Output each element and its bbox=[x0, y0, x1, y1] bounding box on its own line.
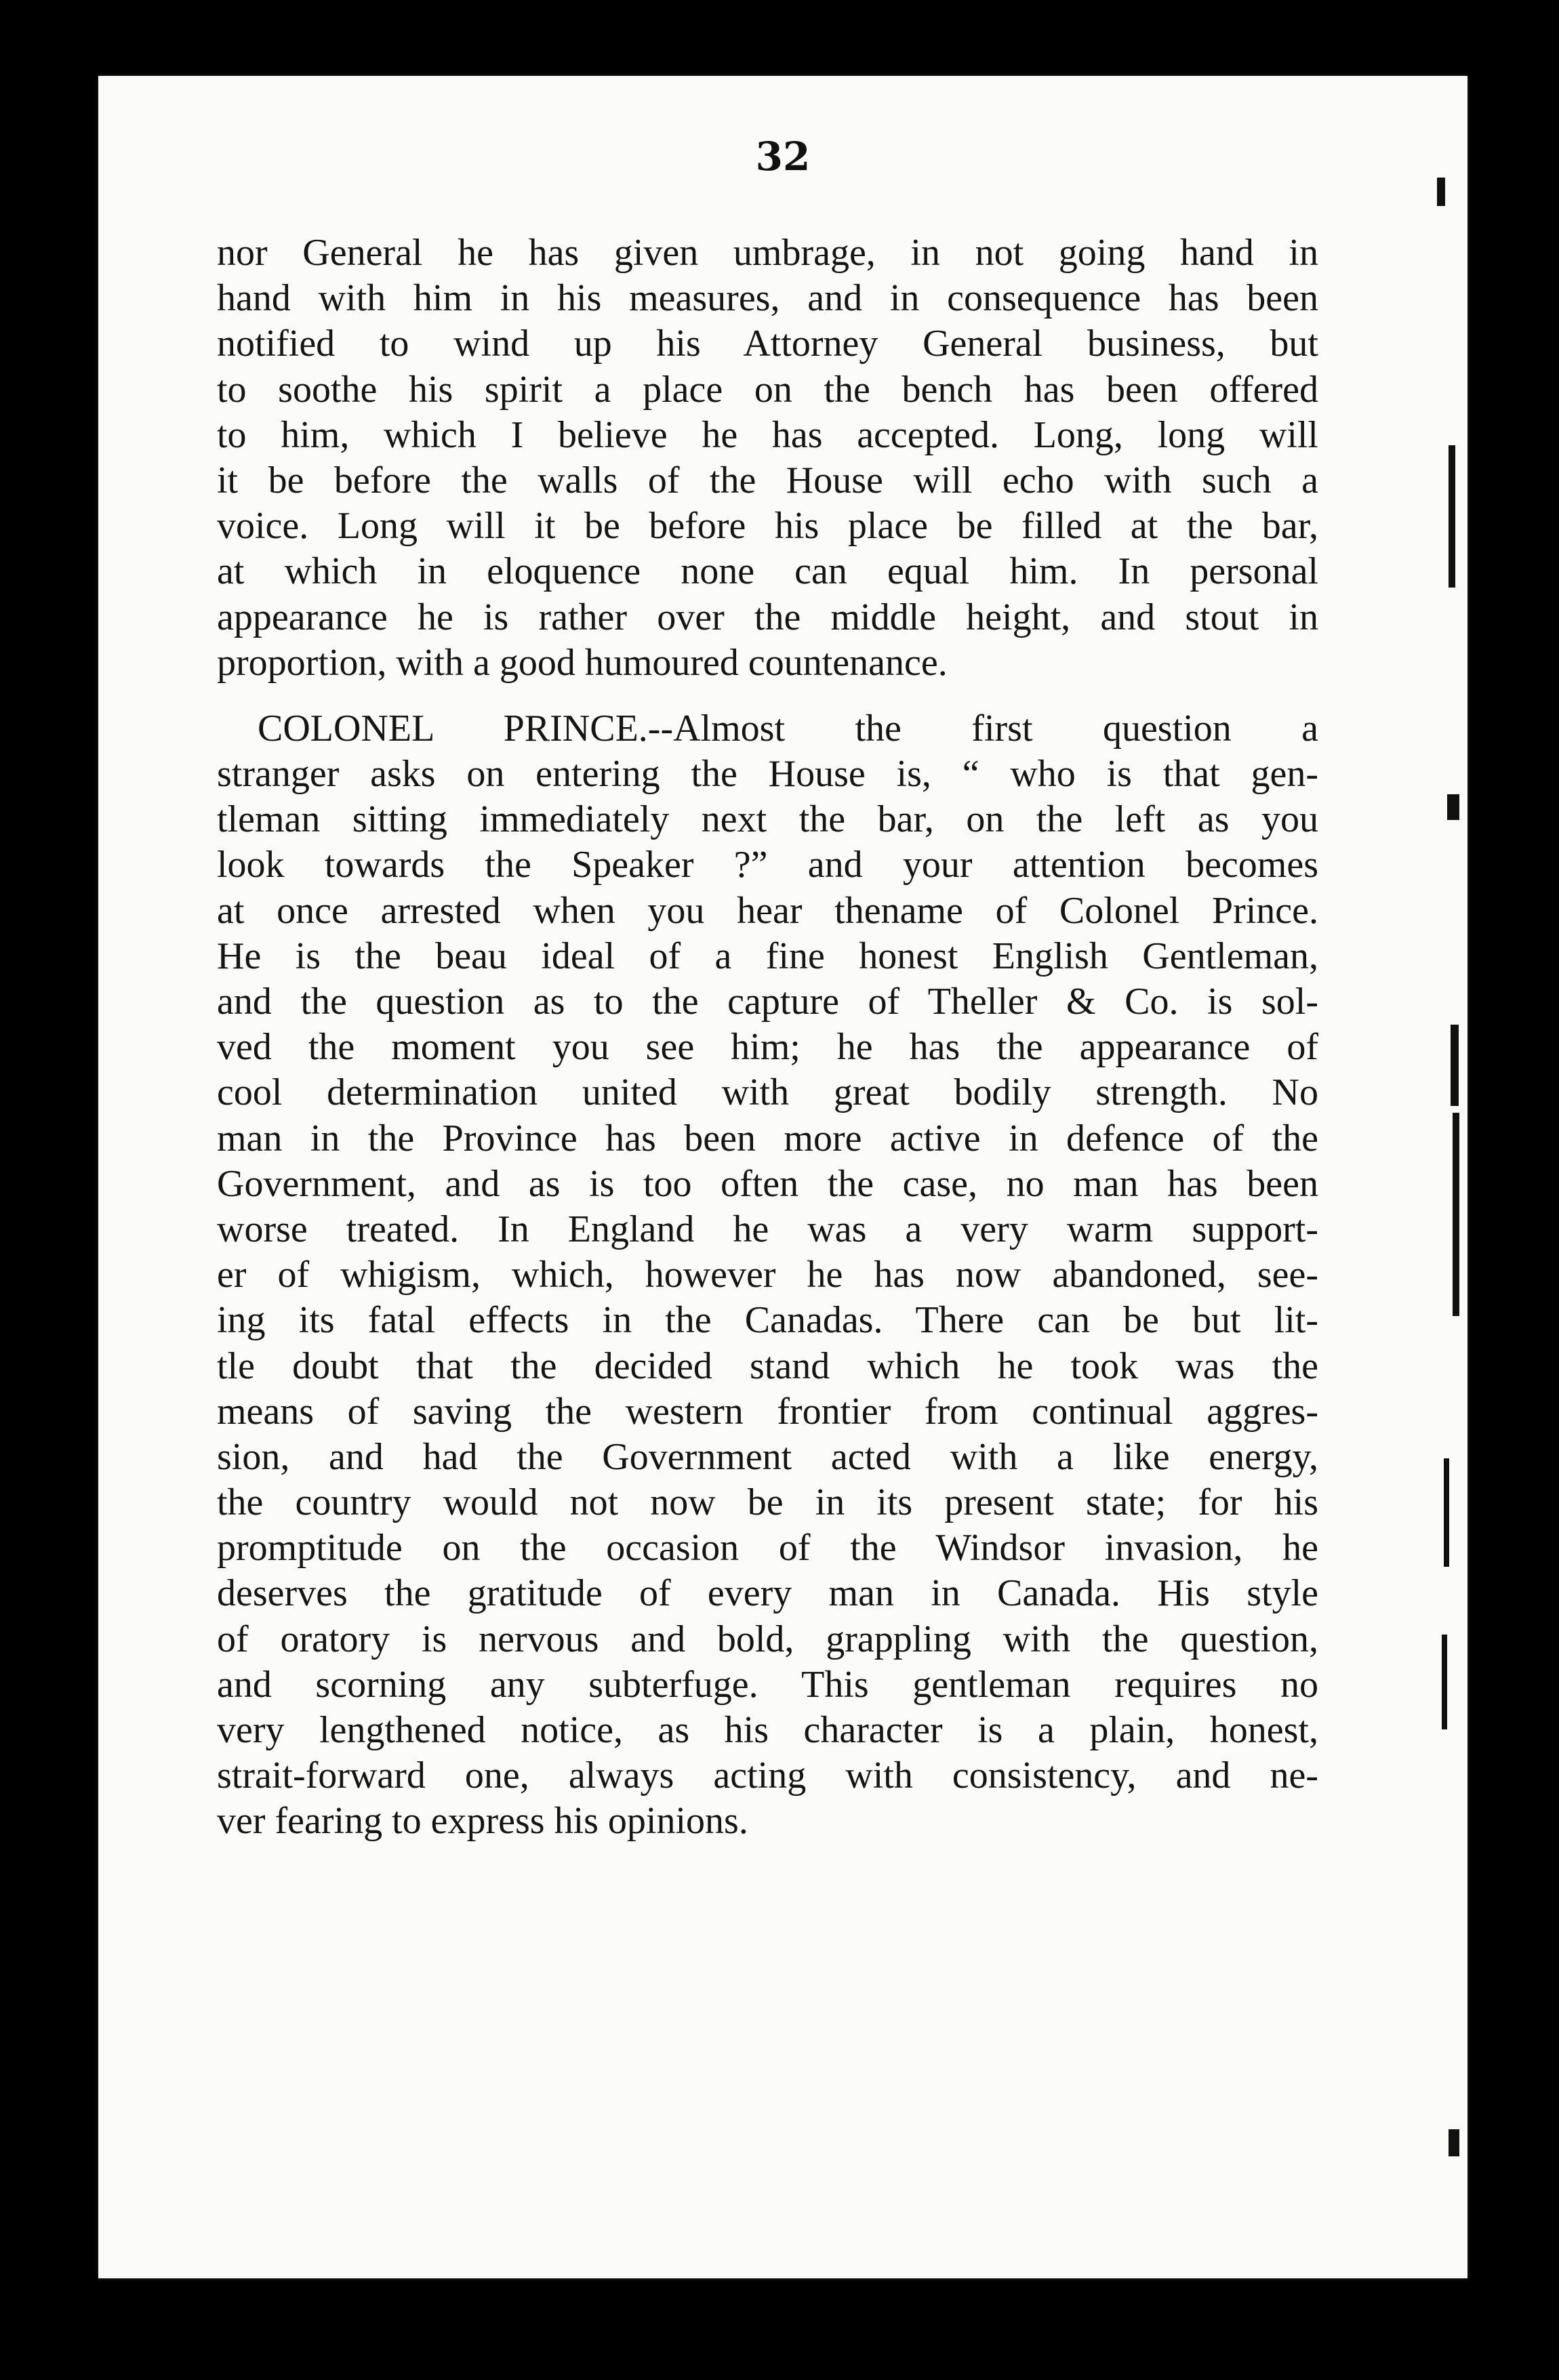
section-heading-line: COLONEL PRINCE.--Almost the first question a bbox=[258, 707, 1318, 750]
text-line: the country would not now be in its present state; for his bbox=[217, 1481, 1318, 1524]
text-line: tleman sitting immediately next the bar, on the left as you bbox=[217, 798, 1318, 841]
text-line: Government, and as is too often the case, no man has been bbox=[217, 1162, 1318, 1205]
body-text bbox=[217, 230, 1318, 1845]
text-line: proportion, with a good humoured countenance. bbox=[217, 641, 948, 684]
text-line: appearance he is rather over the middle height, and stout in bbox=[217, 596, 1318, 638]
paragraph-attorney-general bbox=[217, 230, 1318, 686]
text-line: stranger asks on entering the House is, “ who is that gen- bbox=[217, 753, 1318, 796]
text-line: man in the Province has been more active in defence of the bbox=[217, 1117, 1318, 1160]
text-line: at which in eloquence none can equal him. In personal bbox=[217, 550, 1318, 593]
text-line: very lengthened notice, as his character is a plain, honest, bbox=[217, 1709, 1318, 1751]
text-line: deserves the gratitude of every man in Canada. His style bbox=[217, 1572, 1318, 1615]
text-line: look towards the Speaker ?” and your attention becomes bbox=[217, 844, 1318, 886]
text-line: ing its fatal effects in the Canadas. There can be but lit- bbox=[217, 1299, 1318, 1342]
text-line: promptitude on the occasion of the Windsor invasion, he bbox=[217, 1527, 1318, 1569]
text-line: voice. Long will it be before his place be filled at the bar, bbox=[217, 505, 1318, 548]
scan-edge-mark bbox=[1449, 2129, 1459, 2156]
text-line: hand with him in his measures, and in consequence has been bbox=[217, 277, 1318, 320]
text-line: and scorning any subterfuge. This gentleman requires no bbox=[217, 1663, 1318, 1706]
text-line: ved the moment you see him; he has the appearance of bbox=[217, 1026, 1318, 1069]
text-line: of oratory is nervous and bold, grappling with the question, bbox=[217, 1618, 1318, 1660]
scan-edge-mark bbox=[1447, 794, 1459, 820]
text-line: at once arrested when you hear thename of Colonel Prince. bbox=[217, 889, 1318, 932]
text-line: it be before the walls of the House will echo with such a bbox=[217, 459, 1318, 501]
scan-edge-mark bbox=[1437, 178, 1445, 206]
text-line: nor General he has given umbrage, in not going hand in bbox=[217, 232, 1318, 274]
page-number: 32 bbox=[755, 134, 811, 180]
scan-edge-mark bbox=[1451, 1025, 1459, 1106]
scan-edge-mark bbox=[1442, 1635, 1447, 1729]
text-line: to him, which I believe he has accepted. Long, long will bbox=[217, 413, 1318, 456]
text-line: cool determination united with great bodily strength. No bbox=[217, 1071, 1318, 1114]
text-line: He is the beau ideal of a fine honest English Gentleman, bbox=[217, 935, 1318, 977]
text-line: notified to wind up his Attorney General business, but bbox=[217, 323, 1318, 365]
scanned-page bbox=[98, 76, 1467, 2278]
text-line: strait-forward one, always acting with consistency, and ne- bbox=[217, 1755, 1318, 1797]
scan-edge-mark bbox=[1449, 445, 1455, 588]
text-line: to soothe his spirit a place on the bench has been offered bbox=[217, 368, 1318, 411]
text-line: worse treated. In England he was a very warm support- bbox=[217, 1208, 1318, 1250]
text-line: and the question as to the capture of Theller & Co. is sol- bbox=[217, 981, 1318, 1023]
scan-edge-mark bbox=[1444, 1458, 1449, 1567]
paragraph-colonel-prince bbox=[217, 706, 1318, 1845]
text-line: er of whigism, which, however he has now abandoned, see- bbox=[217, 1254, 1318, 1296]
text-line: means of saving the western frontier from continual aggres- bbox=[217, 1390, 1318, 1433]
text-line: ver fearing to express his opinions. bbox=[217, 1800, 748, 1843]
text-line: sion, and had the Government acted with a like energy, bbox=[217, 1435, 1318, 1478]
scan-edge-mark bbox=[1453, 1113, 1459, 1316]
text-line: tle doubt that the decided stand which he took was the bbox=[217, 1345, 1318, 1387]
